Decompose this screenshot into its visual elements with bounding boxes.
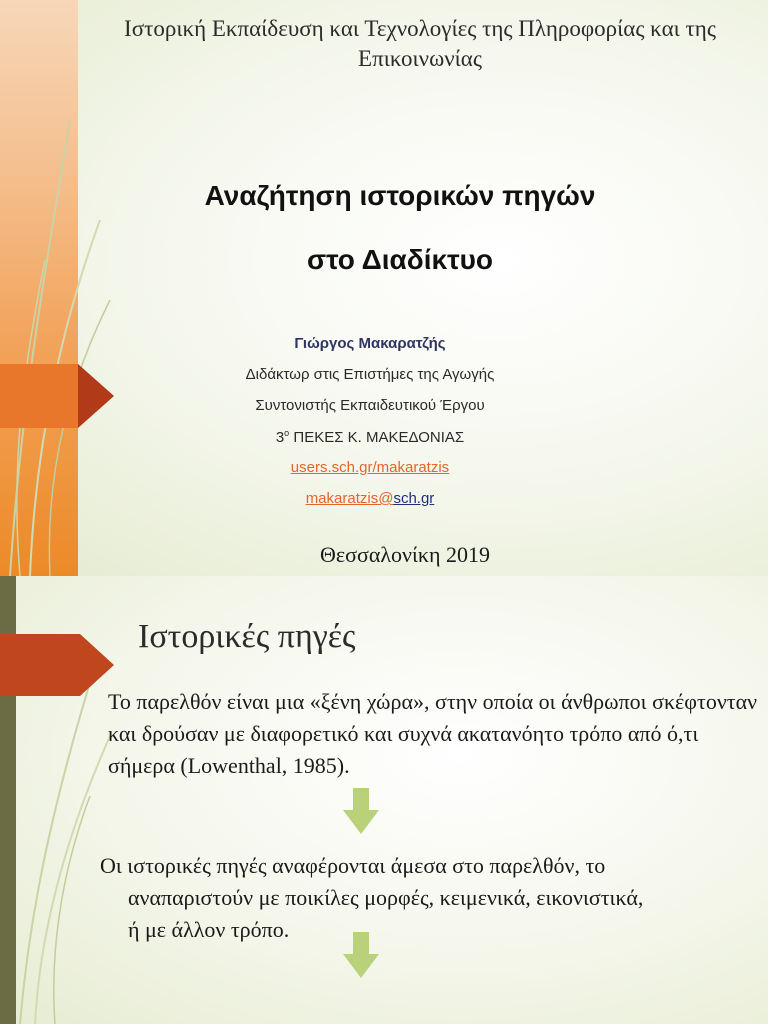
content-slide [0,576,768,1024]
email-link-domain[interactable]: sch.gr [393,490,435,507]
website-link[interactable]: users.sch.gr/makaratzis [290,459,450,476]
orange-tab-marker [0,364,78,428]
email-line [120,490,620,507]
down-arrow-icon [343,788,379,834]
red-tab-marker [0,634,80,696]
email-link-user[interactable]: makaratzis@ [305,490,394,507]
paragraph-sources-line2: αναπαριστούν με ποικίλες μορφές, κειμενικά, εικονιστικά, [128,885,644,910]
author-role: Συντονιστής Εκπαιδευτικού Έργου [255,397,485,414]
section-title: Ιστορικές πηγές [138,618,356,655]
paragraph-lowenthal: Το παρελθόν είναι μια «ξένη χώρα», στην οποία οι άνθρωποι σκέφτονταν και δρούσαν με διαφορετικό και συχνά ακατανόητο τρόπο από ό,τι σήμερα (Lowenthal, 1985). [108,689,758,778]
course-header: Ιστορική Εκπαίδευση και Τεχνολογίες της Πληροφορίας και της Επικοινωνίας [124,16,716,71]
author-degree: Διδάκτωρ στις Επιστήμες της Αγωγής [245,366,495,383]
slide-title-line1: Αναζήτηση ιστορικών πηγών [204,180,596,211]
author-name: Γιώργος Μακαρατζής [294,335,446,352]
paragraph-sources-line3: ή με άλλον τρόπο. [128,917,290,942]
paragraph-sources-line1: Οι ιστορικές πηγές αναφέρονται άμεσα στο παρελθόν, το [100,853,606,878]
org-name: ΠΕΚΕΣ Κ. ΜΑΚΕΔΟΝΙΑΣ [289,429,465,446]
down-arrow-icon [343,932,379,978]
slide-title-line2: στο Διαδίκτυο [306,244,494,275]
website-line [120,459,620,476]
place-and-year: Θεσσαλονίκη 2019 [320,542,490,567]
grass-decoration-icon [0,0,120,576]
organization [120,428,620,446]
paragraph-sources [100,850,760,946]
org-prefix: 3 [275,429,285,446]
org-superscript: ο [284,428,290,438]
